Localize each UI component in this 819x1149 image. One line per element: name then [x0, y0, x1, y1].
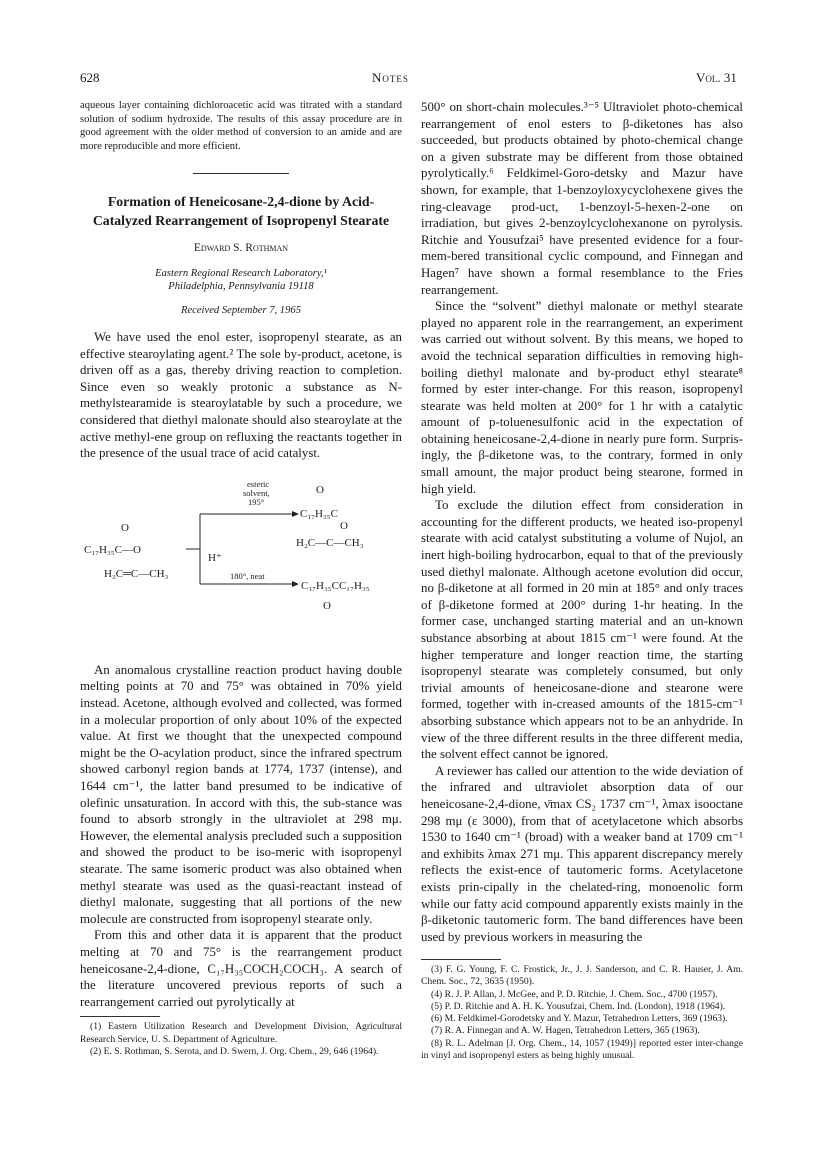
footnote-1: (1) Eastern Utilization Research and Development Division, Agricultural Research Service, U. S. Department of Agriculture.: [80, 1021, 402, 1045]
product2-oxygen: O: [323, 599, 331, 612]
condition-esteric: esteric: [247, 478, 270, 489]
right-column: [421, 99, 743, 1062]
right-paragraph-1: 500° on short-chain molecules.³⁻⁵ Ultraviolet photo-chemical rearrangement of enol esters to β-diketones has also succeeded, but products obtained by photo-chemical change on a given substrate may be different from those obtained pyrolytically.⁶ Feldkimel-Goro-detsky and Mazur have shown, for example, that 1-benzoyloxycyclohexene gives the ring-cleavage prod-uct, 1-benzoyl-5-hexen-2-one on irradiation, but gives 2-benzoylcyclohexanone on pyrolysis. Ritchie and Yousufzai⁵ have presented evidence for a four-mem-bered transitional cyclic compound, and Finnegan and Hagen⁷ have shown a formal resemblance to the Fries rearrangement.: [421, 100, 743, 297]
product1-acyl: C₁₇H₃₅C: [300, 507, 338, 520]
paragraph-1: We have used the enol ester, isopropenyl stearate, as an effective stearoylating agent.² The sole by-product, acetone, is driven off as a gas, thereby driving reaction to completion. Since even so weakly protonic a substance as N-methylstearamide is stearoylatable by such a procedure, we considered that diethyl malonate should also stearoylate at the active methyl-ene group on refluxing the reactants together in the presence of the usual trace of acid catalyst.: [80, 330, 402, 461]
reactant-acyl: C₁₇H₃₅C—O: [84, 543, 141, 556]
affiliation-line-1: Eastern Regional Research Laboratory,¹: [155, 267, 327, 279]
product1-oxygen: O: [316, 483, 324, 496]
right-paragraph-4: A reviewer has called our attention to the wide deviation of the infrared and ultraviolet absorption data of our heneicosane-2,4-dione, ν̄max CS₂ 1737 cm⁻¹, λmax isooctane 298 mμ (ε 3000), from that of acetylacetone which absorbs 1530 to 1640 cm⁻¹ (broad) with a weaker band at 1709 cm⁻¹ and exhibits λmax 271 mμ. This apparent discrepancy merely reflects the exist-ence of tautomeric forms. Acetylacetone exists prin-cipally in the chelated-ring, monoenolic form while our fatty acid compound apparently exists mainly in the β-diketonic tautomeric form. The band differences have been used by previous workers in measuring the: [421, 763, 743, 944]
article-title: Formation of Heneicosane-2,4-dione by Acid-Catalyzed Rearrangement of Isopropenyl Stearate: [92, 194, 390, 228]
affiliation: [80, 267, 402, 294]
right-footnotes: [421, 964, 743, 1062]
condition-195: 195°: [248, 496, 265, 507]
volume-label: Vol. 31: [696, 70, 737, 85]
footnote-7: (7) R. A. Finnegan and A. W. Hagen, Tetrahedron Letters, 365 (1963).: [431, 1025, 700, 1037]
paragraph-2: An anomalous crystalline reaction product having double melting points at 70 and 75° was obtained in 70% yield instead. Acetone, although evolved and collected, was formed in a molecular proportion of only about 10% of the expected value. At first we thought that the unexpected compound might be the O-acylation product, since the infrared spectrum showed carbonyl region bands at 1774, 1737 (intense), and 1644 cm⁻¹, the latter band presumed to be indicative of olefinic unsaturation. In accord with this, the sub-stance was found to absorb strongly in the ultraviolet at 298 mμ. However, the elemental analysis precluded such a supposition and showed the product to be iso-meric with isopropenyl stearate. The same isomeric product was also obtained when methyl stearate was used as the quasi-reactant instead of diethyl malonate, suggesting that all portions of the new molecule are constructed from isopropenyl stearate only.: [80, 662, 402, 926]
reactant-vinyl: H₂C═C—CH₃: [104, 567, 169, 580]
right-paragraph-3: To exclude the dilution effect from consideration in accounting for the different products, we heated iso-propenyl stearate with acid catalyst substituting a volume of Nujol, an inert high-boiling hydrocarbon, equal to that of the previously used diethyl malonate. Although acetone evolution did occur, no β-diketone at all formed in 20 min at 185° and only traces of β-diketone formed at 200° during 1-hr heating. In the former case, unchanged starting material and an un-known substance absorbing at about 1815 cm⁻¹ were found. At the higher temperature and longer reaction time, the starting isopropenyl stearate was completely consumed, but only trivial amounts of heneicosane-dione and stearone were formed, together with in-creased amounts of the 1815-cm⁻¹ absorbing substance which appears not to be an anhydride. In view of the three different results in the three different media, the solvent effect cannot be ignored.: [421, 498, 743, 762]
footnote-2: (2) E. S. Rothman, S. Serota, and D. Swern, J. Org. Chem., 29, 646 (1964).: [90, 1045, 379, 1057]
condition-solvent: solvent,: [243, 487, 270, 498]
product2-stearone: C₁₇H₃₅CC₁₇H₃₅: [301, 579, 370, 592]
footnote-3: (3) F. G. Young, F. C. Frostick, Jr., J. J. Sanderson, and C. R. Hauser, J. Am. Chem. Soc., 72, 3635 (1950).: [421, 964, 743, 988]
reactant-oxygen: O: [121, 521, 129, 534]
product1-methylene: H₂C—C—CH₃: [296, 536, 364, 549]
footnote-8: (8) R. L. Adelman [J. Org. Chem., 14, 1057 (1949)] reported ester inter-change in vinyl and isopropenyl esters as being highly unusual.: [421, 1037, 743, 1061]
received-date: Received September 7, 1965: [180, 304, 301, 316]
reaction-scheme: [80, 462, 402, 662]
intro-paragraph: aqueous layer containing dichloroacetic acid was titrated with a standard solution of sodium hydroxide. The results of this assay procedure are in good agreement with the older method of conversion to an amide and are more reproducible and more efficient.: [80, 100, 402, 152]
left-column: [80, 99, 402, 1058]
paragraph-3: From this and other data it is apparent that the product melting at 70 and 75° is the rearrangement product heneicosane-2,4-dione, C₁₇H₃₅COCH₂COCH₃. A search of the literature uncovered previous reports of such a rearrangement carried out pyrolytically at: [80, 928, 402, 1009]
running-section: Notes: [372, 70, 409, 85]
footnote-4: (4) R. J. P. Allan, J. McGee, and P. D. Ritchie, J. Chem. Soc., 4700 (1957).: [431, 988, 718, 1000]
footnote-5: (5) P. D. Ritchie and A. H. K. Yousufzai, Chem. Ind. (London), 1918 (1964).: [431, 1000, 726, 1012]
catalyst-label: H⁺: [208, 551, 222, 564]
right-footnote-divider: [421, 959, 501, 960]
product1-oxygen-2: O: [340, 519, 348, 532]
left-footnotes: [80, 1021, 402, 1058]
right-paragraph-2: Since the “solvent” diethyl malonate or methyl stearate played no apparent role in the rearrangement, an experiment was carried out without solvent. By this means, we hoped to avoid the technical separation difficulties in removing high-boiling diethyl malonate and by-product ethyl stearate⁸ formed by ester inter-change. For this reason, isopropenyl stearate was held molten at 200° for 1 hr with a catalytic amount of p-toluenesulfonic acid in the expectation of obtaining heneicosane-2,4-dione in nearly pure form. Surpris-ingly, the β-diketone was, to the contrary, formed in only small amount, the major product being stearone, formed in high yield.: [421, 299, 743, 496]
author: Edward S. Rothman: [193, 242, 289, 254]
affiliation-line-2: Philadelphia, Pennsylvania 19118: [168, 281, 314, 293]
footnote-6: (6) M. Feldkimel-Gorodetsky and Y. Mazur, Tetrahedron Letters, 369 (1963).: [431, 1013, 728, 1025]
section-divider: [193, 173, 289, 174]
footnote-divider: [80, 1016, 160, 1017]
page-number: 628: [80, 70, 100, 85]
condition-neat: 180°, neat: [230, 570, 265, 581]
